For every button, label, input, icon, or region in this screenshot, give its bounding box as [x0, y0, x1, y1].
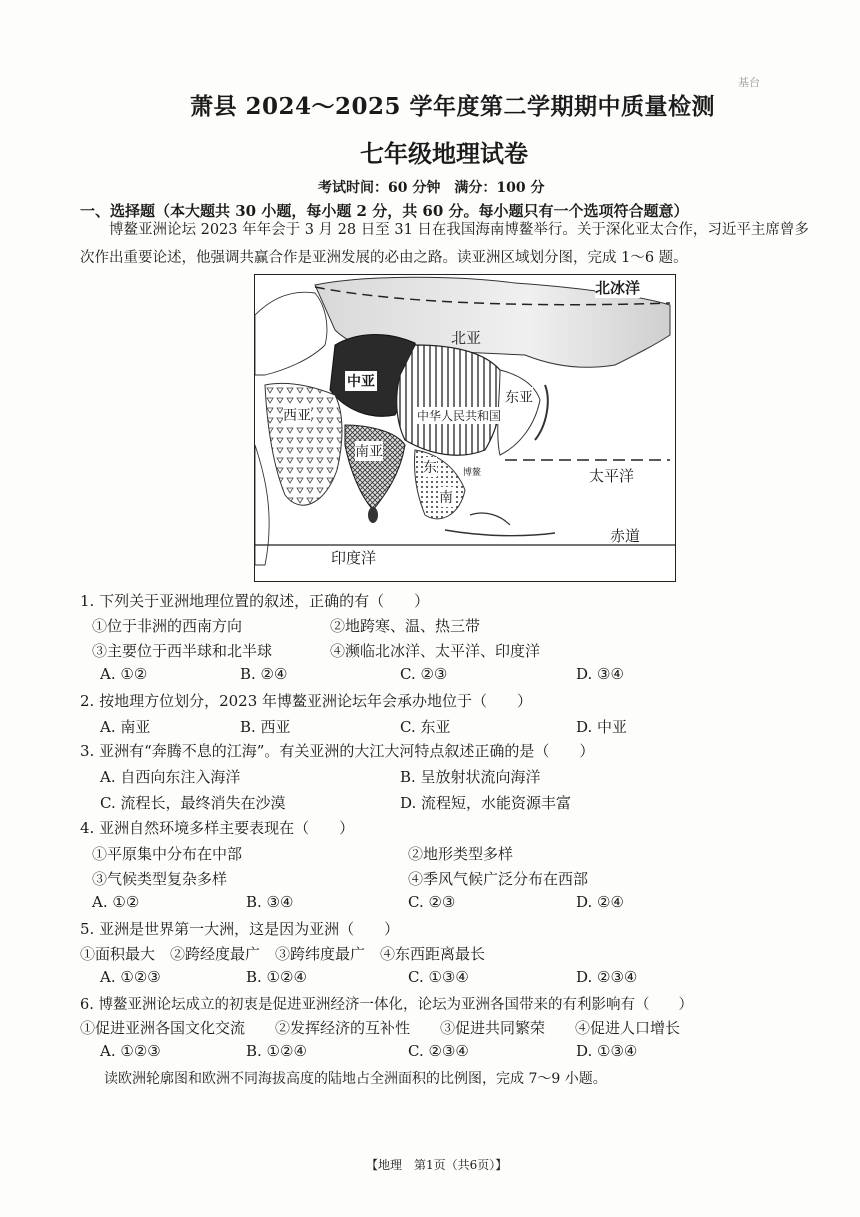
exam-info: 考试时间：60 分钟 满分：100 分	[318, 180, 545, 196]
intro-paragraph-2: 读欧洲轮廓图和欧洲不同海拔高度的陆地占全洲面积的比例图，完成 7～9 小题。	[104, 1071, 607, 1087]
question-5-stem: 5. 亚洲是世界第一大洲，这是因为亚洲（ ）	[80, 920, 400, 938]
question-2-stem: 2. 按地理方位划分，2023 年博鳌亚洲论坛年会承办地位于（ ）	[80, 692, 533, 710]
q5-items: ①面积最大 ②跨经度最广 ③跨纬度最广 ④东西距离最长	[80, 945, 486, 963]
label-arctic-ocean: 北冰洋	[595, 279, 641, 297]
label-china: 中华人民共和国	[417, 409, 502, 423]
q1-option-b[interactable]: B. ②④	[240, 665, 288, 683]
q3-option-c[interactable]: C. 流程长，最终消失在沙漠	[100, 794, 286, 812]
label-west-asia: 西亚	[283, 405, 311, 425]
label-pacific-ocean: 太平洋	[589, 467, 635, 485]
q4-option-b[interactable]: B. ③④	[246, 893, 294, 911]
q4-option-a[interactable]: A. ①②	[92, 893, 140, 911]
label-central-asia: 中亚	[345, 371, 377, 391]
corner-mark: 基台	[738, 76, 760, 89]
question-1-stem: 1. 下列关于亚洲地理位置的叙述，正确的有（ ）	[80, 592, 430, 610]
q2-option-c[interactable]: C. 东亚	[400, 718, 451, 736]
asia-region-map	[254, 274, 676, 582]
q6-option-d[interactable]: D. ①③④	[576, 1042, 638, 1060]
q1-item-2: ②地跨寒、温、热三带	[330, 617, 481, 635]
q4-option-c[interactable]: C. ②③	[408, 893, 456, 911]
q4-option-d[interactable]: D. ②④	[576, 893, 624, 911]
q6-items: ①促进亚洲各国文化交流 ②发挥经济的互补性 ③促进共同繁荣 ④促进人口增长	[80, 1019, 681, 1037]
label-equator: 赤道	[610, 527, 641, 545]
q4-item-2: ②地形类型多样	[408, 845, 514, 863]
label-boao: 博鳌	[463, 465, 481, 478]
question-4-stem: 4. 亚洲自然环境多样主要表现在（ ）	[80, 819, 355, 837]
label-north-asia: 北亚	[451, 329, 482, 347]
q1-option-a[interactable]: A. ①②	[100, 665, 148, 683]
q2-option-a[interactable]: A. 南亚	[100, 718, 151, 736]
exam-subtitle: 七年级地理试卷	[360, 139, 528, 168]
intro-paragraph-1: 博鳌亚洲论坛 2023 年年会于 3 月 28 日至 31 日在我国海南博鳌举行。关于深化亚太合作，习近平主席曾多次作出重要论述，他强调共赢合作是亚洲发展的必由之路。读亚洲区域划分图，完成 1～6 题。	[80, 222, 809, 266]
q2-option-d[interactable]: D. 中亚	[576, 718, 628, 736]
q5-option-b[interactable]: B. ①②④	[246, 968, 307, 986]
label-southeast-2: 南	[439, 487, 453, 507]
q1-item-4: ④濒临北冰洋、太平洋、印度洋	[330, 642, 541, 660]
q1-item-1: ①位于非洲的西南方向	[92, 617, 243, 635]
label-east-asia: 东亚	[505, 387, 533, 407]
q5-option-d[interactable]: D. ②③④	[576, 968, 638, 986]
q3-option-d[interactable]: D. 流程短，水能资源丰富	[400, 794, 572, 812]
q1-item-3: ③主要位于西半球和北半球	[92, 642, 273, 660]
exam-title: 萧县 2024～2025 学年度第二学期期中质量检测	[190, 93, 716, 120]
label-southeast-1: 东	[423, 457, 437, 477]
q4-item-4: ④季风气候广泛分布在西部	[408, 870, 589, 888]
q6-option-c[interactable]: C. ②③④	[408, 1042, 469, 1060]
q3-option-a[interactable]: A. 自西向东注入海洋	[100, 768, 241, 786]
q3-option-b[interactable]: B. 呈放射状流向海洋	[400, 768, 541, 786]
section-heading: 一、选择题（本大题共 30 小题，每小题 2 分，共 60 分。每小题只有一个选项符合题意）	[80, 202, 689, 220]
page-footer: 【地理 第1页（共6页）】	[366, 1158, 508, 1172]
q2-option-b[interactable]: B. 西亚	[240, 718, 291, 736]
q5-option-c[interactable]: C. ①③④	[408, 968, 469, 986]
q6-option-a[interactable]: A. ①②③	[100, 1042, 161, 1060]
question-3-stem: 3. 亚洲有“奔腾不息的江海”。有关亚洲的大江大河特点叙述正确的是（ ）	[80, 742, 595, 760]
question-6-stem: 6. 博鳌亚洲论坛成立的初衷是促进亚洲经济一体化，论坛为亚洲各国带来的有利影响有（ ）	[80, 997, 693, 1013]
q4-item-3: ③气候类型复杂多样	[92, 870, 228, 888]
q5-option-a[interactable]: A. ①②③	[100, 968, 161, 986]
label-indian-ocean: 印度洋	[331, 549, 377, 567]
q1-option-c[interactable]: C. ②③	[400, 665, 448, 683]
q1-option-d[interactable]: D. ③④	[576, 665, 624, 683]
q6-option-b[interactable]: B. ①②④	[246, 1042, 307, 1060]
q4-item-1: ①平原集中分布在中部	[92, 845, 243, 863]
label-south-asia: 南亚	[355, 441, 383, 461]
